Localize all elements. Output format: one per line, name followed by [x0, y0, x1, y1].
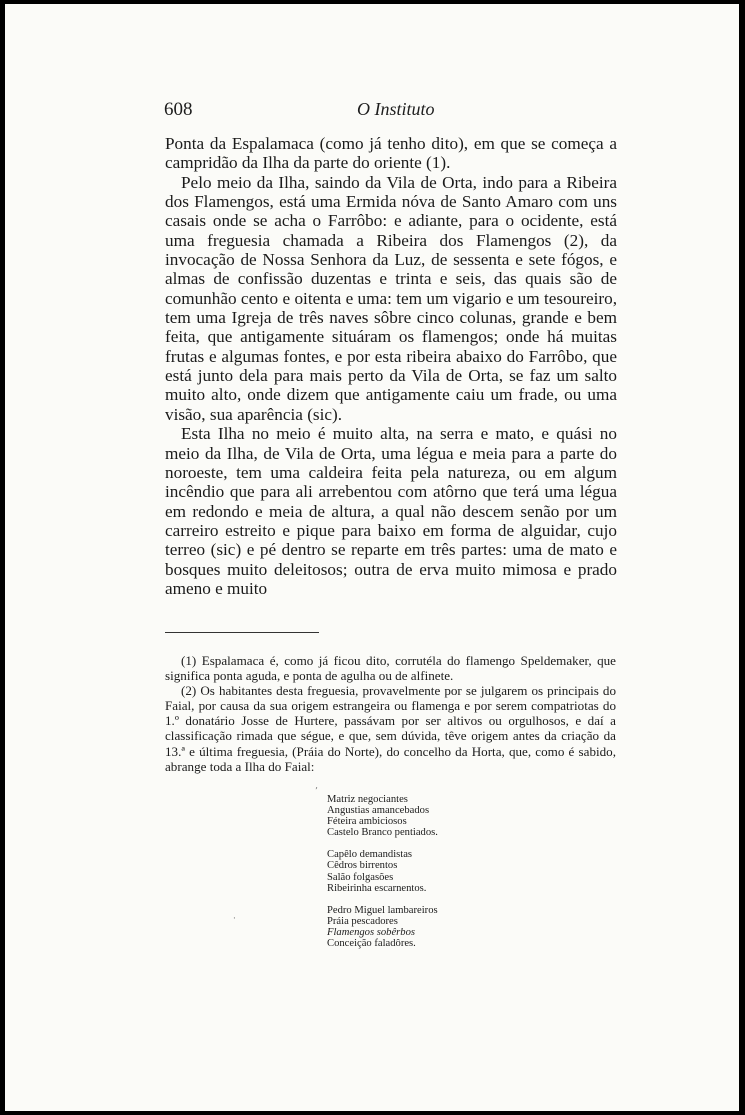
page-number: 608 — [164, 99, 193, 120]
footnote-2: (2) Os habitantes desta freguesia, provavelmente por se julgarem os principais do Faial, por causa da sua origem estrangeira ou flamenga e por serem compatriotas do 1.º donatário Josse de Hurtere, passávam por ser altivos ou orgulhosos, e daí a classificação rimada que ségue, e que, sem dúvida, têve origem antes da criação da 13.ª e última freguesia, (Práia do Norte), do concelho da Horta, que, como é sabido, abrange toda a Ilha do Faial: — [165, 683, 616, 774]
stanza-2 — [327, 849, 438, 893]
verse-line: Ribeirinha escarnentos. — [327, 882, 427, 894]
stanza-3 — [327, 905, 438, 949]
verse-line: Pedro Miguel lambareiros — [327, 904, 438, 916]
verse-line: Cêdros birrentos — [327, 860, 398, 872]
rhymed-verse — [327, 794, 438, 960]
verse-line: Conceição faladôres. — [327, 938, 416, 950]
main-text — [165, 134, 617, 598]
footnotes — [165, 653, 616, 774]
verse-line: Angustias amancebados — [327, 805, 430, 817]
running-title: O Instituto — [357, 99, 435, 119]
verse-line: Flamengos sobêrbos — [327, 926, 415, 938]
paragraph-3: Esta Ilha no meio é muito alta, na serra e mato, e quási no meio da Ilha, de Vila de Orta, uma légua e meia para a parte do noroeste, tem uma caldeira feita pela natureza, ou em algum incêndio que para ali arrebentou com atôrno que terá uma légua em redondo e meia de altura, a qual não descem senão por um carreiro estreito e pique para baixo em forma de alguidar, cujo terreo (sic) e pé dentro se reparte em três partes: uma de mato e bosques muito deleitosos; outra de erva muito mimosa e prado ameno e muito — [165, 424, 617, 598]
page-header — [5, 99, 739, 127]
verse-line: Féteira ambiciosos — [327, 816, 407, 828]
verse-line: Castelo Branco pentiados. — [327, 827, 438, 839]
verse-line: Capêlo demandistas — [327, 849, 413, 861]
verse-line: Práia pescadores — [327, 915, 398, 927]
verse-line: Salão folgasões — [327, 871, 394, 883]
paragraph-2: Pelo meio da Ilha, saindo da Vila de Orta, indo para a Ribeira dos Flamengos, está uma Ermida nóva de Santo Amaro com uns casais onde se acha o Farrôbo: e adiante, para o ocidente, está uma freguesia chamada a Ribeira dos Flamengos (2), da invocação de Nossa Senhora da Luz, de sessenta e sete fógos, e almas de confissão duzentas e trinta e seis, das quais são de comunhão cento e oitenta e uma: tem um vigario e um tesoureiro, tem uma Igreja de três naves sôbre cinco colunas, grande e bem feita, que antigamente situáram os flamengos; onde há muitas frutas e algumas fontes, e por esta ribeira abaixo do Farrôbo, que está junto dela para mais perto da Vila de Orta, se faz um salto muito alto, onde dizem que antigamente caiu um frade, ou uma visão, sua aparência (sic). — [165, 172, 617, 424]
printer-mark: · — [233, 914, 236, 924]
verse-line: Matriz negociantes — [327, 794, 408, 805]
book-page — [5, 4, 739, 1111]
footnote-divider — [165, 632, 319, 633]
footnote-1: (1) Espalamaca é, como já ficou dito, corrutéla do flamengo Speldemaker, que significa ponta aguda, e ponta de agulha ou de alfinete. — [165, 653, 616, 684]
paragraph-1: Ponta da Espalamaca (como já tenho dito), em que se começa a campridão da Ilha da parte do oriente (1). — [165, 134, 617, 173]
printer-mark: ’ — [315, 787, 318, 797]
stanza-1 — [327, 794, 438, 838]
